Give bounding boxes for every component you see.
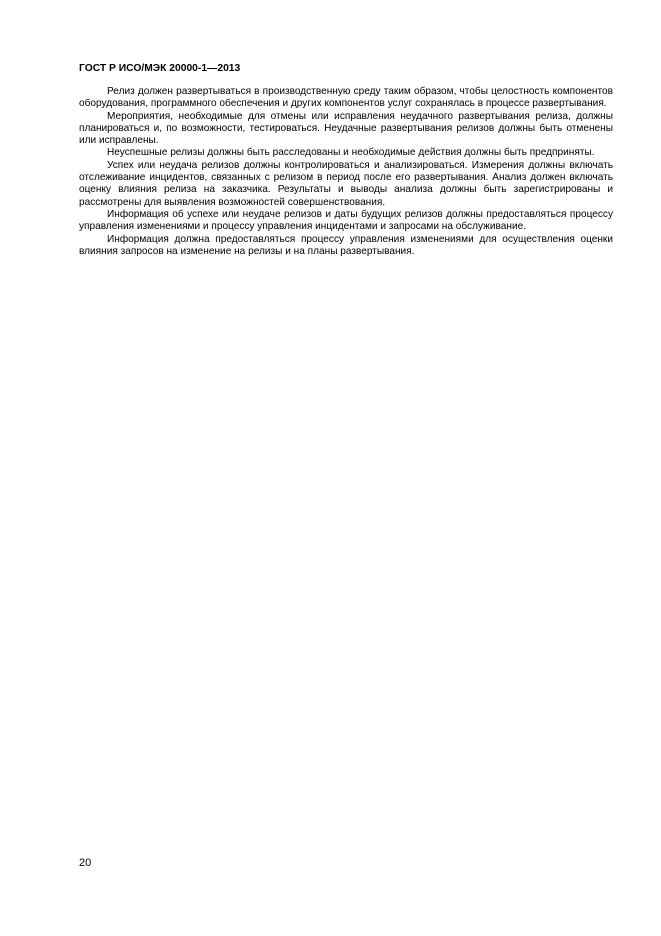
paragraph: Неуспешные релизы должны быть расследованы и необходимые действия должны быть предприняты. [107,147,595,159]
page-number: 20 [79,857,92,869]
paragraph: Успех или неудача релизов должны контролироваться и анализироваться. Измерения должны включать отслеживание инцидентов, связанных с релизом в период после его развертывания. Анализ должен включать оценку влияния релиза на заказчика. Результаты и выводы анализа должны быть зарегистрированы и рассмотрены для выявления возможностей совершенствования. [79,159,613,208]
paragraph: Информация должна предоставляться процессу управления изменениями для осуществления оценки влияния запросов на изменение на релизы и на планы развертывания. [79,233,613,257]
paragraph: Мероприятия, необходимые для отмены или исправления неудачного развертывания релиза, должны планироваться и, по возможности, тестироваться. Неудачные развертывания релизов должны быть отменены или исправлены. [79,110,613,147]
paragraph: Информация об успехе или неудаче релизов и даты будущих релизов должны предоставляться процессу управления изменениями и процессу управления инцидентами и запросами на обслуживание. [79,208,613,233]
document-header: ГОСТ Р ИСО/МЭК 20000-1—2013 [79,63,241,74]
document-body [79,86,613,258]
paragraph: Релиз должен развертываться в производственную среду таким образом, чтобы целостность компонентов оборудования, программного обеспечения и других компонентов услуг сохранялась в процессе развертывания. [79,86,613,110]
